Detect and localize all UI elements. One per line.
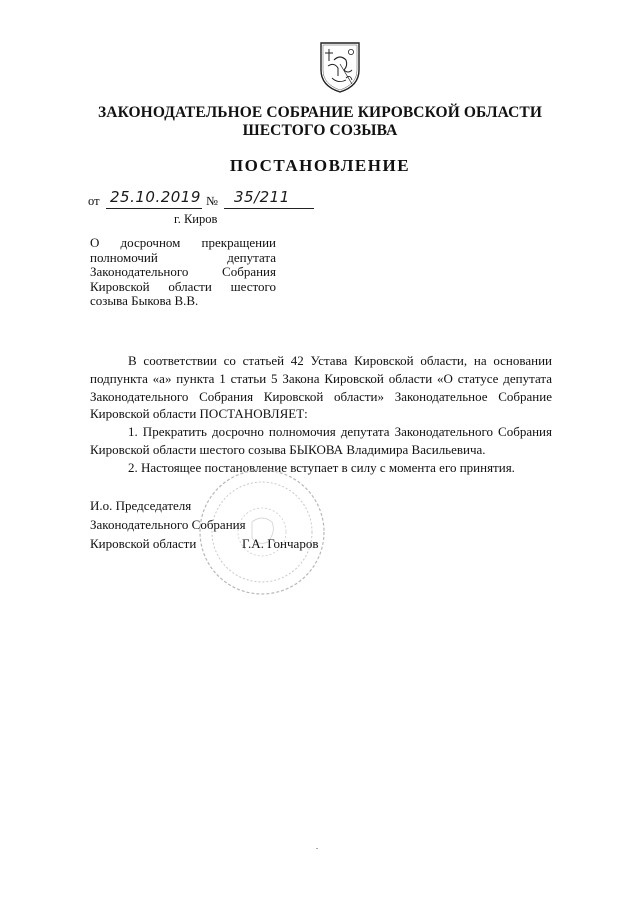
signer-title-2: Законодательного Собрания	[90, 517, 246, 532]
resolution-item-1: 1. Прекратить досрочно полномочия депутата Законодательного Собрания Кировской области шестого созыва БЫКОВА Владимира Васильевича.	[90, 424, 552, 457]
date-label: от	[88, 194, 100, 208]
org-convocation: ШЕСТОГО СОЗЫВА	[242, 122, 398, 139]
number-underline	[224, 208, 314, 209]
preamble-paragraph: В соответствии со статьей 42 Устава Кировской области, на основании подпункта «а» пункта 1 статьи 5 Закона Кировской области «О статусе депутата Законодательного Собрания Кировской области» Законодательное Собрание Кировской области ПОСТАНОВЛЯЕТ:	[90, 353, 552, 422]
document-subject: О досрочном прекращении полномочий депутата Законодательного Собрания Кировской области шестого созыва Быкова В.В.	[90, 235, 276, 308]
city: г. Киров	[174, 212, 218, 226]
number-label: №	[206, 194, 218, 208]
date-underline	[106, 208, 202, 209]
organization-header	[0, 104, 640, 140]
date-number-line	[88, 188, 318, 214]
org-name: ЗАКОНОДАТЕЛЬНОЕ СОБРАНИЕ КИРОВСКОЙ ОБЛАСТИ	[98, 104, 542, 121]
page-speck	[316, 848, 318, 849]
resolution-item-2: 2. Настоящее постановление вступает в силу с момента его принятия.	[128, 459, 515, 475]
signature-block	[90, 496, 390, 553]
signer-title-1: И.о. Председателя	[90, 498, 192, 513]
handwritten-date: 25.10.2019	[110, 188, 201, 206]
handwritten-number: 35/211	[234, 188, 290, 206]
signer-name: Г.А. Гончаров	[242, 536, 319, 551]
document-type-title: ПОСТАНОВЛЕНИЕ	[229, 156, 411, 175]
signer-title-3: Кировской области	[90, 536, 197, 551]
document-body	[90, 352, 552, 477]
coat-of-arms-icon	[318, 40, 362, 94]
